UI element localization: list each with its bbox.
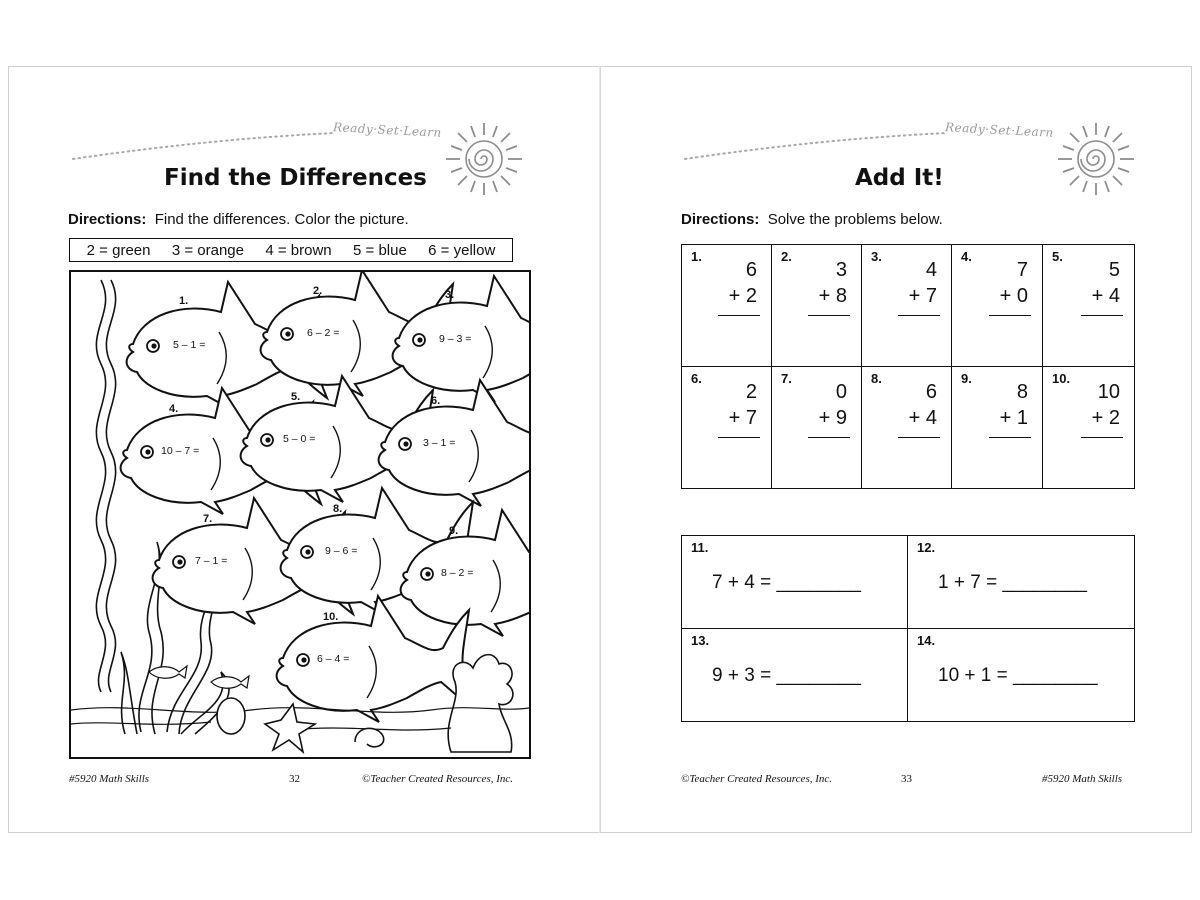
page-number: 33 <box>901 773 912 785</box>
problem-cell <box>1043 245 1135 367</box>
footer-left: ©Teacher Created Resources, Inc. <box>681 773 833 785</box>
page-title: Add It! <box>855 165 944 191</box>
color-key-item: 2 = green <box>86 241 151 259</box>
color-key-item: 6 = yellow <box>428 241 496 259</box>
fish-problem: 5 – 1 = <box>173 339 206 351</box>
problem-number: 5. <box>1052 249 1063 264</box>
problem-number: 3. <box>871 249 882 264</box>
problem-cell <box>682 629 908 722</box>
coral <box>448 655 513 752</box>
problem-number: 11. <box>691 540 709 555</box>
problem-number: 8. <box>871 371 882 386</box>
answer-line <box>1081 315 1123 316</box>
problem-cell <box>908 536 1135 629</box>
fish-problem: 7 – 1 = <box>195 555 228 567</box>
directions-label: Directions: <box>68 211 147 228</box>
problem-cell <box>862 367 952 489</box>
problem-number: 10. <box>1052 371 1071 386</box>
fish-problem: 3 – 1 = <box>423 437 456 449</box>
starfish <box>265 704 315 752</box>
answer-line <box>989 315 1031 316</box>
addend-bottom: + 1 <box>999 407 1028 429</box>
fish-problem: 6 – 2 = <box>307 327 340 339</box>
directions-text: Solve the problems below. <box>767 211 943 228</box>
problem-cell <box>772 245 862 367</box>
answer-line <box>898 315 940 316</box>
addend-top: 7 <box>1016 259 1028 281</box>
directions-text: Find the differences. Color the picture. <box>154 211 409 228</box>
addend-top: 0 <box>835 381 847 403</box>
addend-top: 8 <box>1016 381 1028 403</box>
vertical-addition-grid <box>681 244 1135 489</box>
addend-bottom: + 4 <box>1091 285 1120 307</box>
addend-top: 3 <box>835 259 847 281</box>
addend-top: 6 <box>745 259 757 281</box>
page-number: 32 <box>289 773 300 785</box>
problem-number: 2. <box>781 249 792 264</box>
answer-line <box>989 437 1031 438</box>
problem-cell <box>772 367 862 489</box>
problem-equation: 1 + 7 = ________ <box>938 572 1087 593</box>
color-key-item: 4 = brown <box>265 241 332 259</box>
addend-bottom: + 0 <box>999 285 1028 307</box>
addend-bottom: + 2 <box>1091 407 1120 429</box>
fish-problem: 8 – 2 = <box>441 567 474 579</box>
color-key-item: 3 = orange <box>171 241 244 259</box>
answer-line <box>718 315 760 316</box>
answer-line <box>808 437 850 438</box>
problem-number: 13. <box>691 633 710 648</box>
fish-number: 3. <box>445 289 455 301</box>
footer-left: #5920 Math Skills <box>69 773 150 785</box>
problem-number: 4. <box>961 249 972 264</box>
problem-equation: 9 + 3 = ________ <box>712 665 861 686</box>
problem-cell <box>862 245 952 367</box>
fish-number: 5. <box>291 391 301 403</box>
problem-number: 9. <box>961 371 972 386</box>
fish-scene <box>71 272 529 757</box>
fish-number: 2. <box>313 285 323 297</box>
footer-right: #5920 Math Skills <box>1042 773 1123 785</box>
fish-number: 7. <box>203 513 213 525</box>
problem-number: 12. <box>917 540 936 555</box>
addend-bottom: + 7 <box>728 407 757 429</box>
problem-number: 7. <box>781 371 792 386</box>
addend-top: 4 <box>925 259 937 281</box>
sun-icon <box>439 119 529 199</box>
answer-line <box>808 315 850 316</box>
problem-cell <box>1043 367 1135 489</box>
left-page <box>8 66 600 833</box>
problem-cell <box>908 629 1135 722</box>
addend-bottom: + 4 <box>908 407 937 429</box>
header-dotted-arc <box>681 125 951 165</box>
clam-shell <box>217 698 245 734</box>
fish-number: 4. <box>169 403 179 415</box>
header-dotted-arc <box>69 125 339 165</box>
problem-cell <box>682 367 772 489</box>
fish-number: 1. <box>179 295 189 307</box>
addend-top: 2 <box>745 381 757 403</box>
fish-problem: 9 – 3 = <box>439 333 472 345</box>
fish-problem: 10 – 7 = <box>161 445 200 457</box>
fish-number: 10. <box>323 611 339 623</box>
snail-shell <box>355 728 384 747</box>
addend-bottom: + 7 <box>908 285 937 307</box>
horizontal-addition-grid <box>681 535 1135 722</box>
footer-right: ©Teacher Created Resources, Inc. <box>362 773 514 785</box>
answer-line <box>718 437 760 438</box>
fish-number: 8. <box>333 503 343 515</box>
sun-icon <box>1051 119 1141 199</box>
problem-cell <box>952 245 1043 367</box>
ready-set-learn-logo: Ready·Set·Learn <box>332 120 443 140</box>
fish-problem: 5 – 0 = <box>283 433 316 445</box>
problem-equation: 7 + 4 = ________ <box>712 572 861 593</box>
problem-number: 6. <box>691 371 702 386</box>
fish-number: 6. <box>431 395 441 407</box>
directions <box>68 211 409 228</box>
answer-line <box>898 437 940 438</box>
fish-problem: 6 – 4 = <box>317 653 350 665</box>
addend-top: 6 <box>925 381 937 403</box>
directions <box>681 211 943 228</box>
page-title: Find the Differences <box>164 165 427 191</box>
color-key <box>69 238 513 262</box>
problem-cell <box>952 367 1043 489</box>
problem-cell <box>682 536 908 629</box>
fish-problem: 9 – 6 = <box>325 545 358 557</box>
addend-top: 10 <box>1097 381 1120 403</box>
addend-top: 5 <box>1108 259 1120 281</box>
problem-number: 1. <box>691 249 702 264</box>
fish-picture <box>69 270 531 759</box>
addend-bottom: + 2 <box>728 285 757 307</box>
answer-line <box>1081 437 1123 438</box>
color-key-item: 5 = blue <box>353 241 407 259</box>
problem-cell <box>682 245 772 367</box>
right-page <box>600 66 1192 833</box>
addend-bottom: + 9 <box>818 407 847 429</box>
addend-bottom: + 8 <box>818 285 847 307</box>
ready-set-learn-logo: Ready·Set·Learn <box>944 120 1055 140</box>
problem-number: 14. <box>917 633 936 648</box>
fish-number: 9. <box>449 525 459 537</box>
directions-label: Directions: <box>681 211 760 228</box>
problem-equation: 10 + 1 = ________ <box>938 665 1098 686</box>
